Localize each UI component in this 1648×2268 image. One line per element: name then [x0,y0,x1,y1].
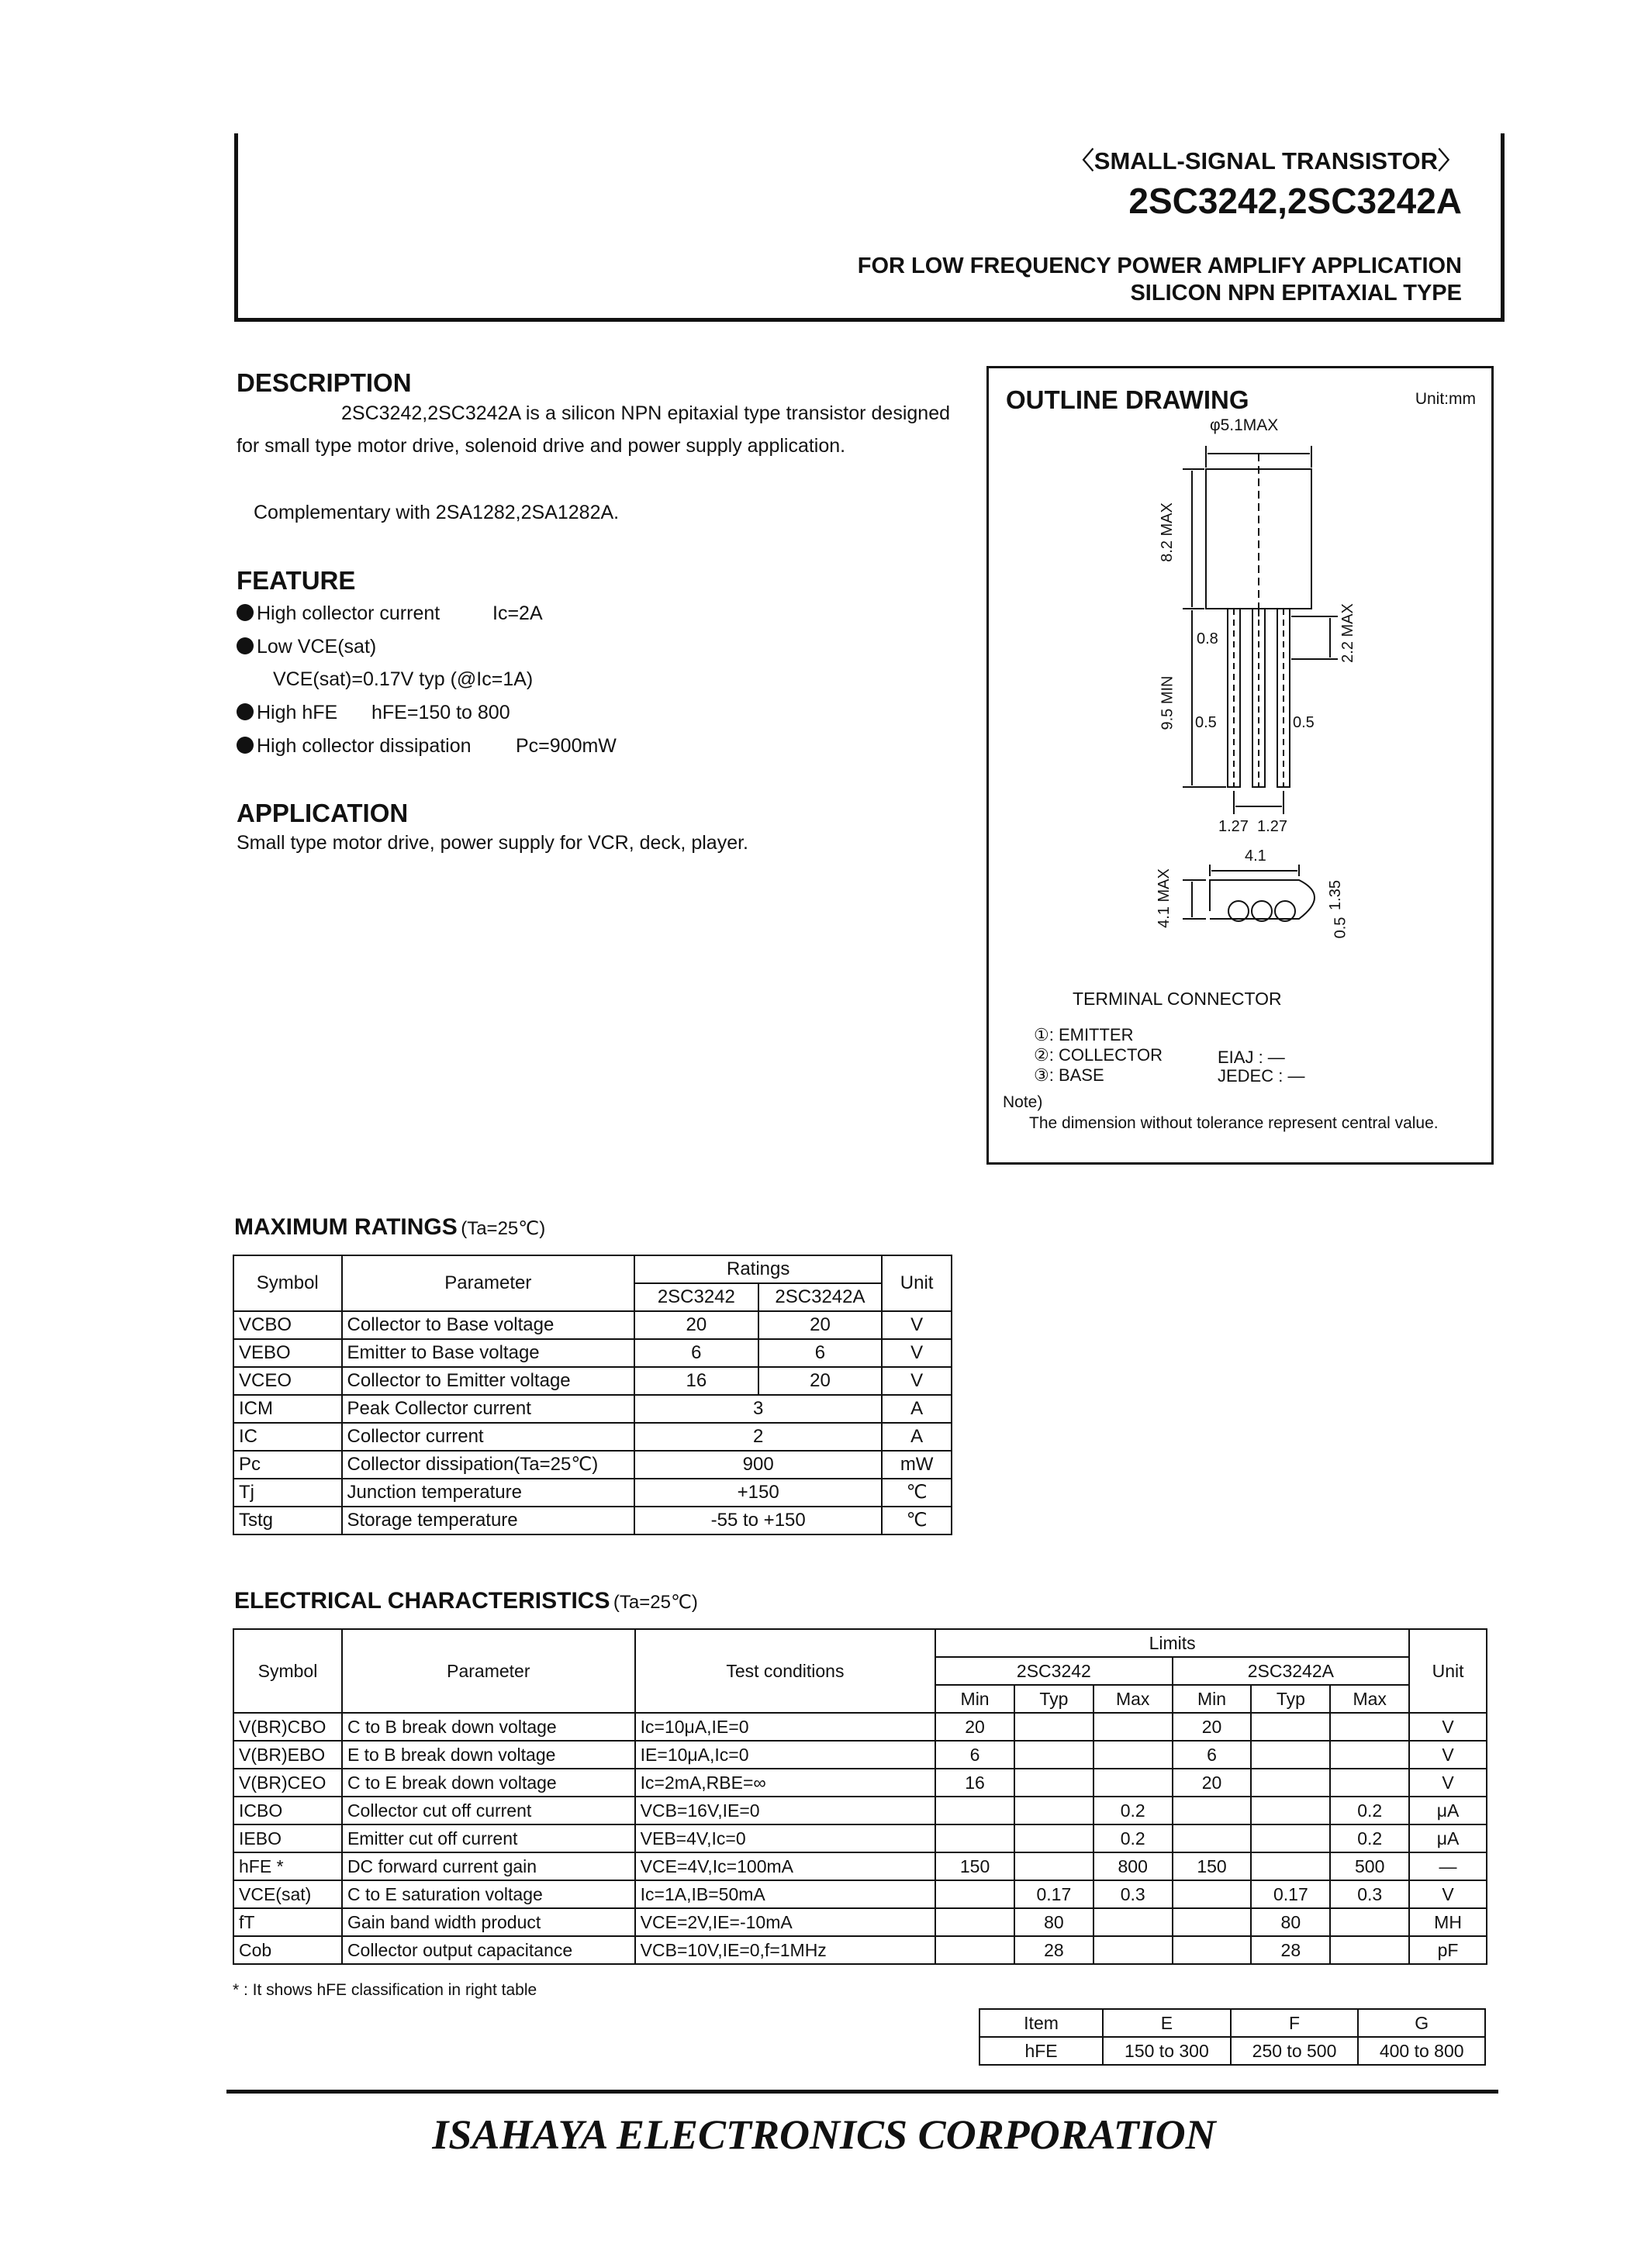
max-ratings-heading: MAXIMUM RATINGS (Ta=25℃) [234,1214,546,1240]
th-parameter: Parameter [342,1255,635,1311]
th-ratings: Ratings [634,1255,882,1283]
body-outline [1206,469,1311,609]
feature-item: High hFE hFE=150 to 800 [237,696,337,729]
eiaj-label: EIAJ : — [1218,1048,1285,1067]
application-text: Small type motor drive, power supply for VCR, deck, player. [237,832,748,854]
table-row: VCE(sat) C to E saturation voltage Ic=1A,IB=50mA 0.17 0.3 0.17 0.3 V [233,1880,1487,1908]
table-row: VCBO Collector to Base voltage 20 20 V [233,1311,952,1339]
dim-08: 0.8 [1197,630,1218,647]
table-row: Pc Collector dissipation(Ta=25℃) 900 mW [233,1451,952,1479]
table-row: Cob Collector output capacitance VCB=10V,IE=0,f=1MHz 28 28 pF [233,1936,1487,1964]
footer-company: ISAHAYA ELECTRONICS CORPORATION [432,2111,1216,2158]
th-limits: Limits [935,1629,1409,1657]
category-label: 〈SMALL-SIGNAL TRANSISTOR〉 [1069,147,1462,174]
table-row: ICM Peak Collector current 3 A [233,1395,952,1423]
footer-rule [226,2090,1498,2094]
application-line: FOR LOW FREQUENCY POWER AMPLIFY APPLICATION [857,254,1462,278]
header-box [234,133,1505,322]
dim-width: 4.1 [1245,847,1266,865]
hfe-class-table: Item E F G hFE 150 to 300 250 to 500 400 to 800 [979,2008,1486,2066]
table-row: VEBO Emitter to Base voltage 6 6 V [233,1339,952,1367]
feature-item: Low VCE(sat) [237,630,376,663]
description-title: DESCRIPTION [237,368,412,397]
table-row: Tj Junction temperature +150 ℃ [233,1479,952,1507]
dim-lead-length: 9.5 MIN [1159,675,1176,730]
dim-body-height: 8.2 MAX [1158,502,1176,562]
outline-title: OUTLINE DRAWING [1006,385,1249,414]
type-line: SILICON NPN EPITAXIAL TYPE [1130,281,1462,306]
dim-pitch: 1.27 1.27 [1218,818,1287,835]
bullet-icon [237,637,254,654]
th-2sc3242a: 2SC3242A [758,1283,883,1311]
dim-05-right: 0.5 [1293,714,1315,731]
dim-05-bottom: 0.5 [1332,917,1349,939]
dim-135: 1.35 [1326,880,1344,910]
max-ratings-table [233,1255,952,1535]
table-row: Tstg Storage temperature -55 to +150 ℃ [233,1507,952,1534]
elec-footnote: * : It shows hFE classification in right table [233,1981,537,1999]
table-row: hFE * DC forward current gain VCE=4V,Ic=100mA 150 800 150 500 — [233,1852,1487,1880]
table-row: IEBO Emitter cut off current VEB=4V,Ic=0 0.2 0.2 μA [233,1824,1487,1852]
table-row: IC Collector current 2 A [233,1423,952,1451]
description-complementary: Complementary with 2SA1282,2SA1282A. [254,502,620,523]
table-row: V(BR)EBO E to B break down voltage IE=10μA,Ic=0 6 6 V [233,1741,1487,1769]
table-row: fT Gain band width product VCE=2V,IE=-10mA 80 80 MH [233,1908,1487,1936]
terminal-title: TERMINAL CONNECTOR [1073,989,1282,1009]
th-2sc3242: 2SC3242 [634,1283,758,1311]
table-row: V(BR)CEO C to E break down voltage Ic=2mA,RBE=∞ 16 20 V [233,1769,1487,1797]
dim-05-left: 0.5 [1195,714,1217,731]
th-unit: Unit [882,1255,952,1311]
bullet-icon [237,703,254,720]
terminal-2: ②: COLLECTOR [1034,1045,1163,1065]
terminal-3: ③: BASE [1034,1065,1104,1085]
outline-drawing-box [986,366,1494,1165]
table-row: V(BR)CBO C to B break down voltage Ic=10μA,IE=0 20 20 V [233,1713,1487,1741]
bullet-icon [237,604,254,621]
dim-diameter: φ5.1MAX [1210,416,1279,434]
table-row: ICBO Collector cut off current VCB=16V,IE=0 0.2 0.2 μA [233,1797,1487,1824]
bullet-icon [237,737,254,754]
table-row: VCEO Collector to Emitter voltage 16 20 V [233,1367,952,1395]
dim-lead-top: 2.2 MAX [1339,603,1356,663]
th-symbol: Symbol [233,1255,342,1311]
elec-char-table: Symbol Parameter Test conditions Limits Unit 2SC3242 2SC3242A Min Typ Max Min Typ Max V(BR)CBO C to B break down voltage Ic=10μA,IE=0 20 20 V V(BR)EBO E to B break down voltage IE=10μA,Ic=0 6 6 V V(BR)CEO C to E break down voltage Ic=2mA,RBE=∞ 16 20 V ICBO Collector cut off current VCB=16V,IE=0 0.2 0.2 μA IEBO Emitter cut off current VEB=4V,Ic=0 0.2 0.2 μA hFE * DC forward current gain VCE=4V,Ic=100mA 150 800 150 500 — VCE(sat) C to E saturation voltage Ic=1A,IB=50mA 0.17 0.3 0.17 0.3 V fT Gain band width product VCE=2V,IE=-10mA 80 80 MH Cob Collector output capacitance VCB=10V,IE=0,f=1MHz 28 28 pF [233,1628,1487,1965]
dim-height: 4.1 MAX [1155,868,1173,928]
part-numbers: 2SC3242,2SC3242A [1128,181,1462,221]
terminal-1: ①: EMITTER [1034,1025,1134,1044]
application-title: APPLICATION [237,799,409,827]
jedec-label: JEDEC : — [1218,1066,1305,1086]
feature-title: FEATURE [237,566,356,595]
elec-heading: ELECTRICAL CHARACTERISTICS (Ta=25℃) [234,1588,698,1614]
unit-label: Unit:mm [1415,390,1476,408]
feature-item-detail: VCE(sat)=0.17V typ (@Ic=1A) [273,668,534,690]
feature-item: High collector dissipation Pc=900mW [237,730,472,762]
note-text: The dimension without tolerance represent central value. [1029,1114,1439,1132]
feature-item: High collector current Ic=2A [237,597,440,630]
description-para: 2SC3242,2SC3242A is a silicon NPN epitaxial type transistor designed for small type motor drive, solenoid drive and power supply application. [237,402,950,457]
note-title: Note) [1003,1093,1043,1111]
